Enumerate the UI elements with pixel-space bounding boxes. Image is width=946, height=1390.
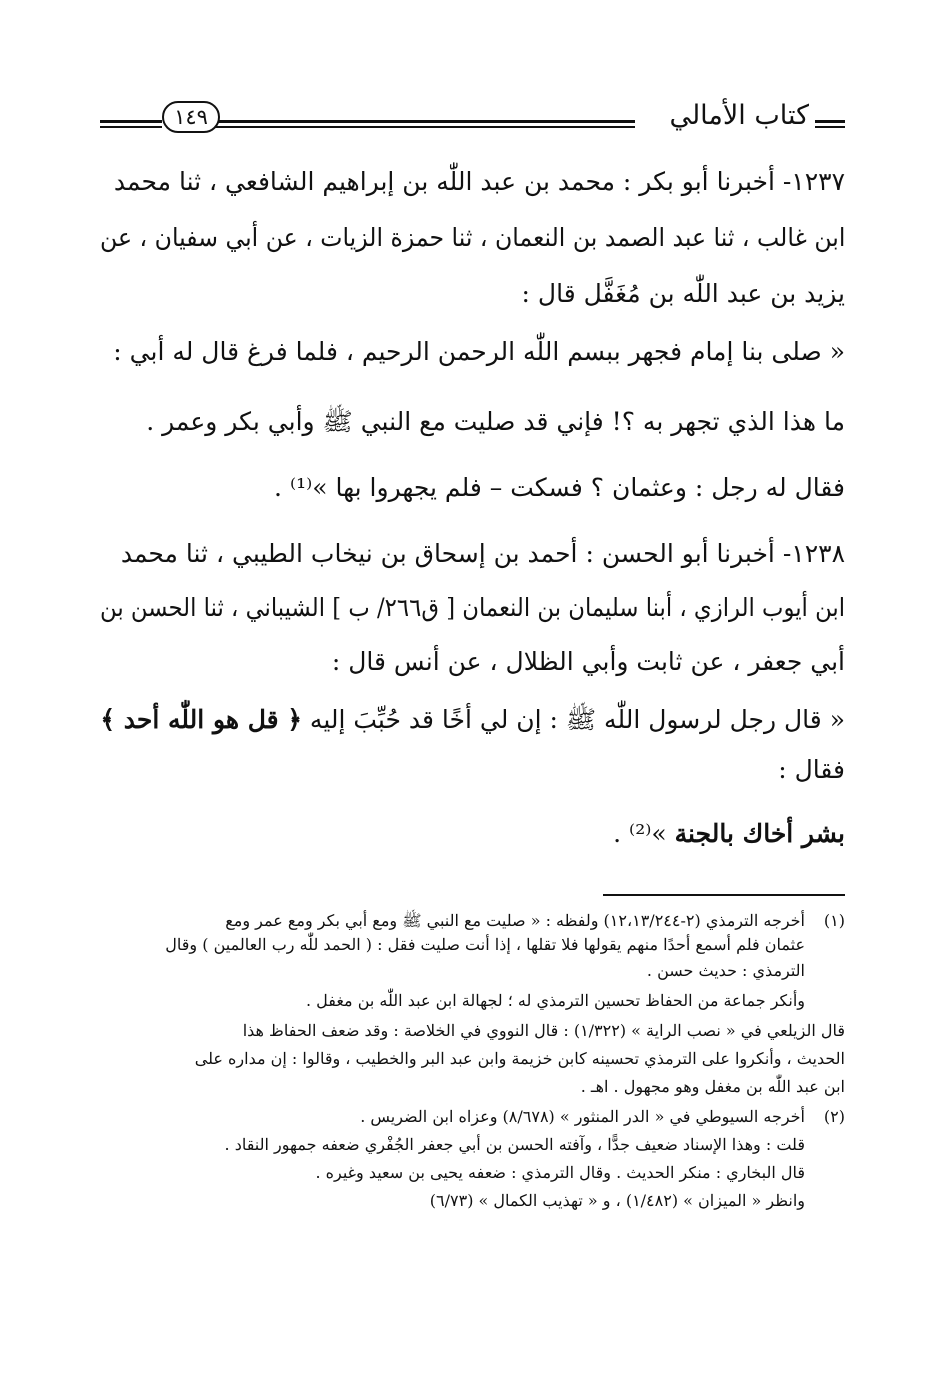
page-number: ١٤٩ bbox=[162, 101, 220, 133]
footnote-1-line-2: عثمان فلم أسمع أحدًا منهم يقولها فلا تقلها ، إذا أنت صليت فقل : ( الحمد للّٰه رب العالمين ) وقال bbox=[165, 935, 805, 954]
header-rule-right-thin bbox=[815, 126, 845, 128]
hadith-1237-text-line-1: « صلى بنا إمام فجهر ببسم اللّٰه الرحمن الرحيم ، فلما فرغ قال له أبي : bbox=[113, 337, 845, 366]
header-rule-middle-thin bbox=[215, 126, 635, 128]
hadith-1237-isnad-line-2: ابن غالب ، ثنا عبد الصمد بن النعمان ، ثنا حمزة الزيات ، عن أبي سفيان ، عن bbox=[99, 223, 845, 252]
footnote-1-line-7: ابن عبد اللّٰه بن مغفل وهو مجهول . اهـ . bbox=[580, 1077, 845, 1096]
hadith-1238-isnad-line-2: ابن أيوب الرازي ، أبنا سليمان بن النعمان [ ق٢٦٦/ ب ] الشيباني ، ثنا الحسن بن bbox=[99, 593, 845, 622]
footnote-1-line-4: وأنكر جماعة من الحفاظ تحسين الترمذي له ؛ لجهالة ابن عبد اللّٰه بن مغفل . bbox=[305, 991, 805, 1010]
hadith-1237-isnad-line-3: يزيد بن عبد اللّٰه بن مُغَفَّل قال : bbox=[521, 279, 845, 308]
footnote-1-line-1: أخرجه الترمذي (٢-١٢،١٣/٢٤٤) ولفظه : « صليت مع النبي ﷺ ومع أبي بكر ومع عمر ومع bbox=[225, 911, 805, 930]
hadith-1237-text-line-3: فقال له رجل : وعثمان ؟ فسكت – فلم يجهروا بها »⁽¹⁾ . bbox=[274, 473, 845, 502]
hadith-1237-text-line-2: ما هذا الذي تجهر به ؟! فإني قد صليت مع النبي ﷺ وأبي بكر وعمر . bbox=[146, 407, 845, 436]
header-rule-left-thin bbox=[100, 126, 162, 128]
hadith-1237-isnad-line-1: ١٢٣٧- أخبرنا أبو بكر : محمد بن عبد اللّٰه بن إبراهيم الشافعي ، ثنا محمد bbox=[113, 167, 845, 196]
footnote-2-line-2: قلت : وهذا الإسناد ضعيف جدًّا ، وآفته الحسن بن أبي جعفر الجُفْري ضعفه جمهور النقاد . bbox=[224, 1135, 805, 1154]
hadith-1238-text-line-3-bold: بشر أخاك بالجنة bbox=[674, 819, 845, 848]
hadith-1238-text-line-3 bbox=[613, 814, 845, 854]
footnote-1-line-3: الترمذي : حديث حسن . bbox=[646, 961, 805, 980]
quran-quote: ﴿ قل هو اللّٰه أحد ﴾ bbox=[100, 705, 302, 734]
header-rule-middle bbox=[215, 120, 635, 123]
footnote-separator bbox=[603, 894, 845, 896]
hadith-1238-text-line-3-tail: »⁽²⁾ . bbox=[613, 819, 675, 848]
header-rule-left bbox=[100, 120, 162, 123]
hadith-1238-isnad-line-3: أبي جعفر ، عن ثابت وأبي الظلال ، عن أنس قال : bbox=[331, 647, 845, 676]
hadith-1238-text-line-2: فقال : bbox=[778, 755, 845, 784]
hadith-1238-text-line-1 bbox=[100, 700, 845, 740]
footnote-1-line-6: الحديث ، وأنكروا على الترمذي تحسينه كابن خزيمة وابن عبد البر والخطيب ، وقالوا : إن مداره على bbox=[194, 1049, 845, 1068]
footnote-2-line-4: وانظر « الميزان » (١/٤٨٢) ، و « تهذيب الكمال » (٦/٧٣) bbox=[429, 1191, 805, 1210]
footnote-2-marker: (٢) bbox=[823, 1107, 845, 1126]
footnote-2-line-3: قال البخاري : منكر الحديث . وقال الترمذي : ضعفه يحيى بن سعيد وغيره . bbox=[315, 1163, 805, 1182]
page-header bbox=[100, 96, 845, 146]
hadith-1238-isnad-line-1: ١٢٣٨- أخبرنا أبو الحسن : أحمد بن إسحاق بن نيخاب الطيبي ، ثنا محمد bbox=[120, 539, 845, 568]
book-title: كتاب الأمالي bbox=[669, 100, 809, 131]
header-rule-right bbox=[815, 120, 845, 123]
footnote-2-line-1: أخرجه السيوطي في « الدر المنثور » (٨/٦٧٨) وعزاه ابن الضريس . bbox=[360, 1107, 805, 1126]
footnote-1-line-5: قال الزيلعي في « نصب الراية » (١/٣٢٢) : قال النووي في الخلاصة : وقد ضعف الحفاظ هذا bbox=[242, 1021, 845, 1040]
hadith-1238-text-line-1-plain: « قال رجل لرسول اللّٰه ﷺ : إن لي أخًا قد حُبِّبَ إليه bbox=[301, 705, 845, 734]
footnote-1-marker: (١) bbox=[823, 911, 845, 930]
